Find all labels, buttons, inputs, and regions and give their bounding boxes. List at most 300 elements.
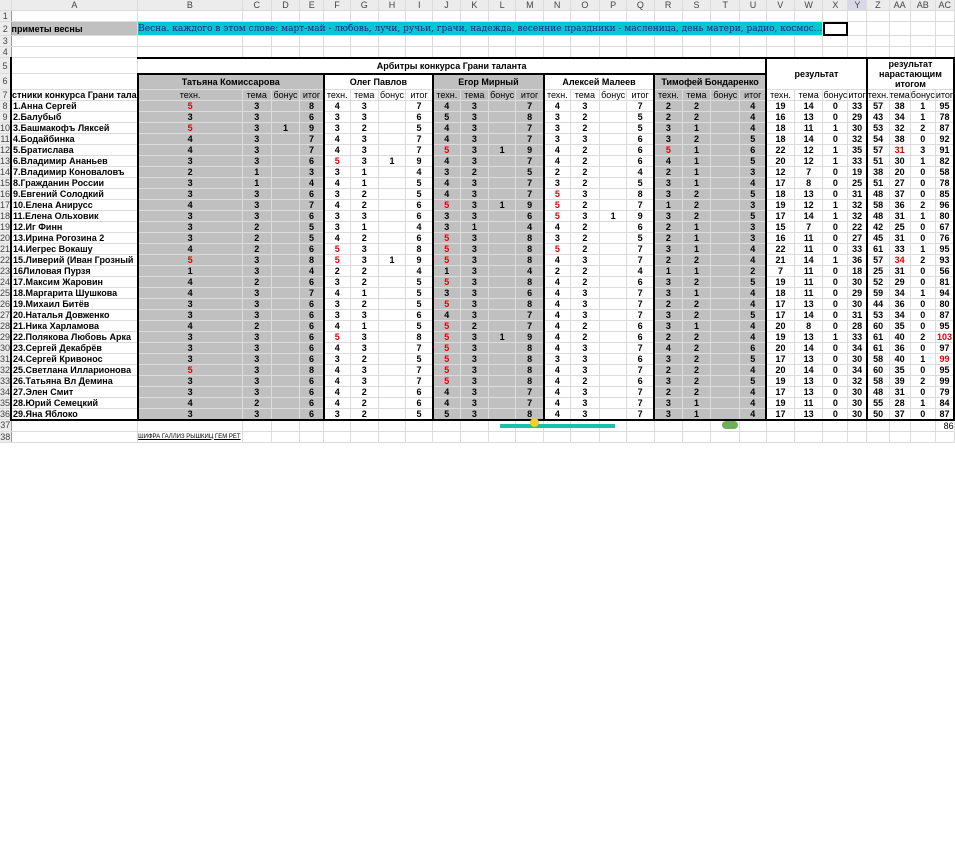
- score-cell[interactable]: 6: [406, 397, 433, 408]
- cell[interactable]: [570, 11, 599, 22]
- score-cell[interactable]: 2: [570, 199, 599, 210]
- score-cell[interactable]: [271, 265, 299, 276]
- participant-name[interactable]: 15.Ливерий (Иван Грозный: [11, 254, 138, 265]
- score-cell[interactable]: 48: [867, 386, 889, 397]
- score-cell[interactable]: 12: [794, 155, 823, 166]
- cell[interactable]: [889, 22, 910, 36]
- score-cell[interactable]: 4: [740, 386, 766, 397]
- cell[interactable]: [600, 47, 627, 58]
- score-cell[interactable]: 5: [433, 364, 460, 375]
- score-cell[interactable]: 15: [766, 221, 794, 232]
- score-cell[interactable]: 3: [138, 221, 242, 232]
- score-cell[interactable]: [488, 254, 515, 265]
- score-cell[interactable]: 6: [627, 320, 654, 331]
- score-cell[interactable]: [711, 144, 740, 155]
- cell[interactable]: [910, 47, 935, 58]
- score-cell[interactable]: 1: [682, 177, 710, 188]
- score-cell[interactable]: 6: [300, 331, 324, 342]
- score-cell[interactable]: 2: [242, 232, 271, 243]
- score-cell[interactable]: 6: [516, 287, 544, 298]
- score-cell[interactable]: 8: [516, 243, 544, 254]
- score-cell[interactable]: [711, 331, 740, 342]
- score-cell[interactable]: 3: [460, 243, 488, 254]
- score-cell[interactable]: 29: [889, 276, 910, 287]
- score-cell[interactable]: 20: [889, 166, 910, 177]
- cell[interactable]: [766, 431, 794, 442]
- score-cell[interactable]: 4: [433, 100, 460, 111]
- score-cell[interactable]: 3: [350, 364, 378, 375]
- score-cell[interactable]: 5: [433, 375, 460, 386]
- score-cell[interactable]: 30: [848, 122, 867, 133]
- score-cell[interactable]: 27: [889, 177, 910, 188]
- score-cell[interactable]: [378, 364, 405, 375]
- cell[interactable]: [867, 22, 889, 36]
- cell[interactable]: [740, 47, 766, 58]
- score-cell[interactable]: 34: [848, 364, 867, 375]
- score-cell[interactable]: 8: [516, 375, 544, 386]
- score-cell[interactable]: 3: [740, 199, 766, 210]
- score-cell[interactable]: 30: [848, 397, 867, 408]
- score-cell[interactable]: 44: [867, 298, 889, 309]
- score-cell[interactable]: [271, 298, 299, 309]
- score-cell[interactable]: 5: [138, 100, 242, 111]
- row-header-24[interactable]: 24: [0, 276, 11, 287]
- participant-name[interactable]: 16Лиловая Пурзя: [11, 265, 138, 276]
- score-cell[interactable]: 3: [570, 188, 599, 199]
- score-cell[interactable]: [271, 408, 299, 420]
- score-cell[interactable]: 6: [627, 331, 654, 342]
- participant-name[interactable]: 2.Балубыб: [11, 111, 138, 122]
- score-cell[interactable]: [600, 111, 627, 122]
- score-cell[interactable]: 3: [350, 309, 378, 320]
- score-cell[interactable]: 2: [682, 298, 710, 309]
- cell[interactable]: [324, 420, 350, 432]
- score-cell[interactable]: [378, 298, 405, 309]
- score-cell[interactable]: 31: [889, 386, 910, 397]
- participant-name[interactable]: 26.Татьяна Вл Демина: [11, 375, 138, 386]
- cell[interactable]: [271, 47, 299, 58]
- score-cell[interactable]: [271, 320, 299, 331]
- score-cell[interactable]: [378, 353, 405, 364]
- score-cell[interactable]: 5: [406, 287, 433, 298]
- score-cell[interactable]: 4: [627, 265, 654, 276]
- score-cell[interactable]: [711, 353, 740, 364]
- participant-name[interactable]: 28.Юрий Семецкий: [11, 397, 138, 408]
- score-cell[interactable]: 20: [766, 364, 794, 375]
- score-cell[interactable]: 0: [910, 177, 935, 188]
- score-cell[interactable]: 0: [910, 188, 935, 199]
- score-cell[interactable]: 3: [324, 298, 350, 309]
- score-cell[interactable]: 1: [488, 144, 515, 155]
- score-cell[interactable]: 3: [570, 133, 599, 144]
- score-cell[interactable]: 2: [242, 397, 271, 408]
- score-cell[interactable]: 1: [242, 177, 271, 188]
- score-cell[interactable]: 27: [848, 232, 867, 243]
- score-cell[interactable]: 11: [794, 287, 823, 298]
- score-cell[interactable]: 42: [867, 221, 889, 232]
- score-cell[interactable]: 5: [406, 408, 433, 420]
- score-cell[interactable]: 6: [300, 276, 324, 287]
- score-cell[interactable]: [711, 122, 740, 133]
- score-cell[interactable]: [378, 232, 405, 243]
- cell[interactable]: [867, 431, 889, 442]
- score-cell[interactable]: 5: [433, 276, 460, 287]
- row-header-36[interactable]: 36: [0, 408, 11, 419]
- score-cell[interactable]: [378, 122, 405, 133]
- score-cell[interactable]: [600, 144, 627, 155]
- score-cell[interactable]: 3: [242, 155, 271, 166]
- score-cell[interactable]: 0: [823, 243, 848, 254]
- cell[interactable]: [740, 11, 766, 22]
- cell[interactable]: [794, 431, 823, 442]
- score-cell[interactable]: 13: [794, 408, 823, 420]
- cell[interactable]: [138, 47, 242, 58]
- score-cell[interactable]: 7: [516, 122, 544, 133]
- row-header-30[interactable]: 30: [0, 342, 11, 353]
- score-cell[interactable]: 3: [433, 210, 460, 221]
- column-header-q[interactable]: Q: [627, 0, 654, 11]
- score-cell[interactable]: 33: [848, 243, 867, 254]
- score-cell[interactable]: [600, 287, 627, 298]
- score-cell[interactable]: 17: [766, 309, 794, 320]
- score-cell[interactable]: [711, 133, 740, 144]
- column-header-m[interactable]: M: [516, 0, 544, 11]
- score-cell[interactable]: 3: [654, 309, 682, 320]
- score-cell[interactable]: 3: [460, 177, 488, 188]
- column-header-h[interactable]: H: [378, 0, 405, 11]
- score-cell[interactable]: 4: [324, 133, 350, 144]
- participant-name[interactable]: 21.Ника Харламова: [11, 320, 138, 331]
- cell[interactable]: [935, 47, 954, 58]
- score-cell[interactable]: 5: [406, 353, 433, 364]
- column-header-f[interactable]: F: [324, 0, 350, 11]
- score-cell[interactable]: 0: [910, 232, 935, 243]
- score-cell[interactable]: 3: [242, 364, 271, 375]
- score-cell[interactable]: 1: [682, 144, 710, 155]
- score-cell[interactable]: [600, 276, 627, 287]
- cell[interactable]: [300, 36, 324, 47]
- row-header-31[interactable]: 31: [0, 353, 11, 364]
- score-cell[interactable]: 7: [300, 199, 324, 210]
- score-cell[interactable]: 7: [627, 309, 654, 320]
- score-cell[interactable]: 9: [300, 122, 324, 133]
- score-cell[interactable]: 3: [350, 342, 378, 353]
- score-cell[interactable]: 3: [654, 276, 682, 287]
- cell[interactable]: [654, 11, 682, 22]
- score-cell[interactable]: 4: [654, 342, 682, 353]
- score-cell[interactable]: 4: [324, 364, 350, 375]
- score-cell[interactable]: 0: [823, 320, 848, 331]
- score-cell[interactable]: 94: [935, 287, 954, 298]
- score-cell[interactable]: 0: [910, 133, 935, 144]
- score-cell[interactable]: [600, 342, 627, 353]
- column-header-k[interactable]: K: [460, 0, 488, 11]
- score-cell[interactable]: 2: [682, 199, 710, 210]
- score-cell[interactable]: 3: [460, 375, 488, 386]
- score-cell[interactable]: 9: [516, 144, 544, 155]
- score-cell[interactable]: [488, 320, 515, 331]
- score-cell[interactable]: 6: [406, 309, 433, 320]
- score-cell[interactable]: 3: [460, 331, 488, 342]
- score-cell[interactable]: 6: [300, 386, 324, 397]
- score-cell[interactable]: 53: [867, 122, 889, 133]
- score-cell[interactable]: 3: [544, 133, 570, 144]
- score-cell[interactable]: 4: [740, 111, 766, 122]
- score-cell[interactable]: 5: [433, 199, 460, 210]
- score-cell[interactable]: [378, 166, 405, 177]
- column-header-e[interactable]: E: [300, 0, 324, 11]
- score-cell[interactable]: 6: [627, 133, 654, 144]
- score-cell[interactable]: 2: [654, 166, 682, 177]
- score-cell[interactable]: [488, 342, 515, 353]
- score-cell[interactable]: 7: [516, 188, 544, 199]
- score-cell[interactable]: 5: [740, 210, 766, 221]
- score-cell[interactable]: [711, 210, 740, 221]
- cell[interactable]: [910, 22, 935, 36]
- score-cell[interactable]: 3: [324, 309, 350, 320]
- score-cell[interactable]: [271, 386, 299, 397]
- score-cell[interactable]: 2: [910, 254, 935, 265]
- score-cell[interactable]: 11: [794, 122, 823, 133]
- score-cell[interactable]: 3: [544, 232, 570, 243]
- score-cell[interactable]: 3: [740, 232, 766, 243]
- score-cell[interactable]: [271, 232, 299, 243]
- score-cell[interactable]: 61: [867, 342, 889, 353]
- row-header-26[interactable]: 26: [0, 298, 11, 309]
- score-cell[interactable]: 4: [324, 375, 350, 386]
- score-cell[interactable]: 7: [406, 364, 433, 375]
- score-cell[interactable]: 19: [848, 166, 867, 177]
- row-header-21[interactable]: 21: [0, 243, 11, 254]
- score-cell[interactable]: 5: [433, 342, 460, 353]
- score-cell[interactable]: 3: [570, 397, 599, 408]
- participant-name[interactable]: 9.Евгений Солодкий: [11, 188, 138, 199]
- score-cell[interactable]: 2: [544, 166, 570, 177]
- score-cell[interactable]: 3: [138, 386, 242, 397]
- score-cell[interactable]: 3: [138, 331, 242, 342]
- cell[interactable]: [935, 36, 954, 47]
- score-cell[interactable]: 6: [627, 221, 654, 232]
- cell[interactable]: [848, 420, 867, 432]
- score-cell[interactable]: 29: [848, 111, 867, 122]
- score-cell[interactable]: 2: [570, 177, 599, 188]
- score-cell[interactable]: 7: [627, 100, 654, 111]
- score-cell[interactable]: [271, 199, 299, 210]
- cell[interactable]: [654, 47, 682, 58]
- score-cell[interactable]: 0: [910, 166, 935, 177]
- score-cell[interactable]: 5: [740, 133, 766, 144]
- score-cell[interactable]: 0: [910, 408, 935, 420]
- row-header-7[interactable]: 7: [0, 89, 11, 100]
- cell[interactable]: [271, 431, 299, 442]
- cell[interactable]: [740, 431, 766, 442]
- score-cell[interactable]: 2: [682, 342, 710, 353]
- score-cell[interactable]: 3: [460, 199, 488, 210]
- score-cell[interactable]: 2: [570, 265, 599, 276]
- score-cell[interactable]: 3: [544, 122, 570, 133]
- score-cell[interactable]: 3: [324, 408, 350, 420]
- cell[interactable]: [823, 420, 848, 432]
- score-cell[interactable]: 0: [823, 111, 848, 122]
- row-header-12[interactable]: 12: [0, 144, 11, 155]
- score-cell[interactable]: 1: [682, 155, 710, 166]
- cell[interactable]: [433, 431, 460, 442]
- score-cell[interactable]: 2: [682, 353, 710, 364]
- score-cell[interactable]: [378, 243, 405, 254]
- score-cell[interactable]: 5: [544, 199, 570, 210]
- score-cell[interactable]: 25: [867, 265, 889, 276]
- column-header-w[interactable]: W: [794, 0, 823, 11]
- score-cell[interactable]: 5: [740, 309, 766, 320]
- column-header-d[interactable]: D: [271, 0, 299, 11]
- score-cell[interactable]: 4: [324, 320, 350, 331]
- score-cell[interactable]: 7: [627, 298, 654, 309]
- score-cell[interactable]: 28: [848, 320, 867, 331]
- cell[interactable]: [11, 420, 138, 432]
- score-cell[interactable]: [600, 155, 627, 166]
- score-cell[interactable]: 6: [740, 342, 766, 353]
- score-cell[interactable]: 4: [324, 287, 350, 298]
- score-cell[interactable]: 20: [766, 320, 794, 331]
- score-cell[interactable]: 1: [910, 243, 935, 254]
- score-cell[interactable]: [271, 243, 299, 254]
- score-cell[interactable]: 3: [740, 221, 766, 232]
- score-cell[interactable]: [711, 364, 740, 375]
- score-cell[interactable]: 32: [848, 133, 867, 144]
- score-cell[interactable]: 18: [766, 188, 794, 199]
- score-cell[interactable]: 2: [324, 265, 350, 276]
- score-cell[interactable]: 6: [627, 353, 654, 364]
- cell[interactable]: [11, 36, 138, 47]
- row-header-25[interactable]: 25: [0, 287, 11, 298]
- score-cell[interactable]: 3: [433, 166, 460, 177]
- score-cell[interactable]: 3: [654, 287, 682, 298]
- score-cell[interactable]: 1: [460, 221, 488, 232]
- participant-name[interactable]: 3.Башмакофъ Ляксей: [11, 122, 138, 133]
- score-cell[interactable]: 2: [350, 276, 378, 287]
- score-cell[interactable]: 1: [823, 122, 848, 133]
- score-cell[interactable]: 2: [682, 133, 710, 144]
- score-cell[interactable]: 7: [627, 254, 654, 265]
- score-cell[interactable]: 5: [406, 276, 433, 287]
- cell[interactable]: [867, 420, 889, 432]
- score-cell[interactable]: 3: [654, 122, 682, 133]
- score-cell[interactable]: [378, 397, 405, 408]
- score-cell[interactable]: 4: [740, 397, 766, 408]
- score-cell[interactable]: 5: [406, 320, 433, 331]
- cell[interactable]: [433, 36, 460, 47]
- cell[interactable]: [682, 11, 710, 22]
- row-header-14[interactable]: 14: [0, 166, 11, 177]
- score-cell[interactable]: 50: [867, 408, 889, 420]
- cell[interactable]: [516, 431, 544, 442]
- score-cell[interactable]: 1: [910, 353, 935, 364]
- score-cell[interactable]: 3: [350, 155, 378, 166]
- score-cell[interactable]: 22: [766, 243, 794, 254]
- score-cell[interactable]: 97: [935, 342, 954, 353]
- row-header-1[interactable]: 1: [0, 11, 11, 22]
- score-cell[interactable]: 8: [516, 364, 544, 375]
- score-cell[interactable]: [271, 254, 299, 265]
- row-header-18[interactable]: 18: [0, 210, 11, 221]
- score-cell[interactable]: 54: [867, 133, 889, 144]
- score-cell[interactable]: 0: [823, 100, 848, 111]
- score-cell[interactable]: 11: [794, 232, 823, 243]
- score-cell[interactable]: 0: [823, 265, 848, 276]
- participant-name[interactable]: 24.Сергей Кривонос: [11, 353, 138, 364]
- score-cell[interactable]: 33: [848, 331, 867, 342]
- score-cell[interactable]: 2: [682, 276, 710, 287]
- score-cell[interactable]: 1: [488, 331, 515, 342]
- score-cell[interactable]: 13: [794, 375, 823, 386]
- score-cell[interactable]: 37: [889, 408, 910, 420]
- score-cell[interactable]: 5: [406, 298, 433, 309]
- score-cell[interactable]: 31: [889, 265, 910, 276]
- score-cell[interactable]: 4: [324, 342, 350, 353]
- score-cell[interactable]: [378, 100, 405, 111]
- score-cell[interactable]: [711, 375, 740, 386]
- score-cell[interactable]: 3: [324, 276, 350, 287]
- score-cell[interactable]: 1: [910, 210, 935, 221]
- score-cell[interactable]: [488, 397, 515, 408]
- score-cell[interactable]: [488, 386, 515, 397]
- score-cell[interactable]: 0: [823, 188, 848, 199]
- cell[interactable]: [627, 47, 654, 58]
- score-cell[interactable]: 2: [682, 331, 710, 342]
- score-cell[interactable]: 8: [516, 232, 544, 243]
- score-cell[interactable]: 2: [682, 309, 710, 320]
- score-cell[interactable]: 4: [300, 177, 324, 188]
- score-cell[interactable]: 4: [740, 122, 766, 133]
- score-cell[interactable]: 0: [823, 386, 848, 397]
- score-cell[interactable]: 4: [740, 287, 766, 298]
- score-cell[interactable]: 5: [406, 122, 433, 133]
- cell[interactable]: [889, 431, 910, 442]
- score-cell[interactable]: 1: [910, 155, 935, 166]
- score-cell[interactable]: [600, 188, 627, 199]
- score-cell[interactable]: 96: [935, 199, 954, 210]
- score-cell[interactable]: 6: [300, 375, 324, 386]
- score-cell[interactable]: [271, 100, 299, 111]
- score-cell[interactable]: 37: [889, 188, 910, 199]
- score-cell[interactable]: 6: [627, 155, 654, 166]
- row-header-19[interactable]: 19: [0, 221, 11, 232]
- score-cell[interactable]: 34: [889, 287, 910, 298]
- cell[interactable]: [823, 431, 848, 442]
- score-cell[interactable]: 16: [766, 111, 794, 122]
- score-cell[interactable]: 60: [867, 364, 889, 375]
- score-cell[interactable]: 8: [516, 254, 544, 265]
- cell[interactable]: [889, 420, 910, 432]
- score-cell[interactable]: 6: [406, 210, 433, 221]
- score-cell[interactable]: [378, 408, 405, 420]
- score-cell[interactable]: 3: [460, 276, 488, 287]
- score-cell[interactable]: 2: [242, 320, 271, 331]
- score-cell[interactable]: 4: [406, 166, 433, 177]
- score-cell[interactable]: 76: [935, 232, 954, 243]
- score-cell[interactable]: 6: [627, 375, 654, 386]
- score-cell[interactable]: 7: [516, 133, 544, 144]
- score-cell[interactable]: 14: [794, 364, 823, 375]
- score-cell[interactable]: 80: [935, 210, 954, 221]
- score-cell[interactable]: 3: [242, 210, 271, 221]
- score-cell[interactable]: 2: [242, 276, 271, 287]
- score-cell[interactable]: 67: [935, 221, 954, 232]
- score-cell[interactable]: 9: [406, 254, 433, 265]
- cell[interactable]: [654, 36, 682, 47]
- score-cell[interactable]: 3: [242, 287, 271, 298]
- score-cell[interactable]: 25: [889, 221, 910, 232]
